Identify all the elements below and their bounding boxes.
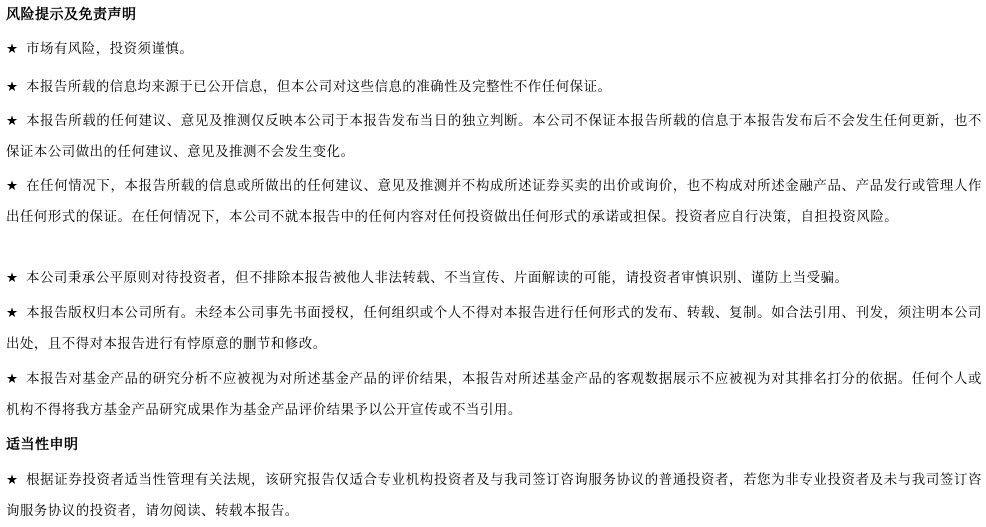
suitability-item-1 <box>6 465 982 527</box>
risk-item-1 <box>6 34 982 65</box>
risk-item-7 <box>6 364 982 426</box>
risk-item-6 <box>6 298 982 360</box>
star-bullet-icon: ★ <box>6 42 19 57</box>
suitability-item-text: 根据证券投资者适当性管理有关法规，该研究报告仅适合专业机构投资者及与我司签订咨询服务协议的普通投资者，若您为非专业投资者及未与我司签订咨询服务协议的投资者，请勿阅读、转载本报告。 <box>6 473 982 519</box>
suitability-heading: 适当性申明 <box>6 437 79 453</box>
star-bullet-icon: ★ <box>6 80 19 95</box>
star-bullet-icon: ★ <box>6 473 19 488</box>
risk-item-text: 本公司秉承公平原则对待投资者，但不排除本报告被他人非法转载、不当宣传、片面解读的可能，请投资者审慎识别、谨防上当受骗。 <box>26 271 849 286</box>
risk-item-text: 本报告对基金产品的研究分析不应被视为对所述基金产品的评价结果，本报告对所述基金产品的客观数据展示不应被视为对其排名打分的依据。任何个人或机构不得将我方基金产品研究成果作为基金产品评价结果予以公开宣传或不当引用。 <box>6 372 982 418</box>
risk-item-5 <box>6 263 982 294</box>
risk-item-2 <box>6 72 982 103</box>
star-bullet-icon: ★ <box>6 114 19 129</box>
risk-item-4 <box>6 171 982 233</box>
star-bullet-icon: ★ <box>6 372 19 387</box>
risk-item-text: 本报告所载的任何建议、意见及推测仅反映本公司于本报告发布当日的独立判断。本公司不保证本报告所载的信息于本报告发布后不会发生任何更新，也不保证本公司做出的任何建议、意见及推测不会发生变化。 <box>6 114 982 160</box>
risk-item-text: 在任何情况下，本报告所载的信息或所做出的任何建议、意见及推测并不构成所述证券买卖的出价或询价，也不构成对所述金融产品、产品发行或管理人作出任何形式的保证。在任何情况下，本公司不就本报告中的任何内容对任何投资做出任何形式的承诺或担保。投资者应自行决策，自担投资风险。 <box>6 179 982 225</box>
risk-disclaimer-heading: 风险提示及免责声明 <box>6 7 137 23</box>
risk-item-3 <box>6 106 982 168</box>
star-bullet-icon: ★ <box>6 306 19 321</box>
risk-item-text: 本报告版权归本公司所有。未经本公司事先书面授权，任何组织或个人不得对本报告进行任何形式的发布、转载、复制。如合法引用、刊发，须注明本公司出处，且不得对本报告进行有悖原意的删节和修改。 <box>6 306 982 352</box>
risk-item-text: 本报告所载的信息均来源于已公开信息，但本公司对这些信息的准确性及完整性不作任何保证。 <box>26 80 612 95</box>
risk-item-text: 市场有风险，投资须谨慎。 <box>26 42 194 57</box>
star-bullet-icon: ★ <box>6 271 19 286</box>
star-bullet-icon: ★ <box>6 179 19 194</box>
